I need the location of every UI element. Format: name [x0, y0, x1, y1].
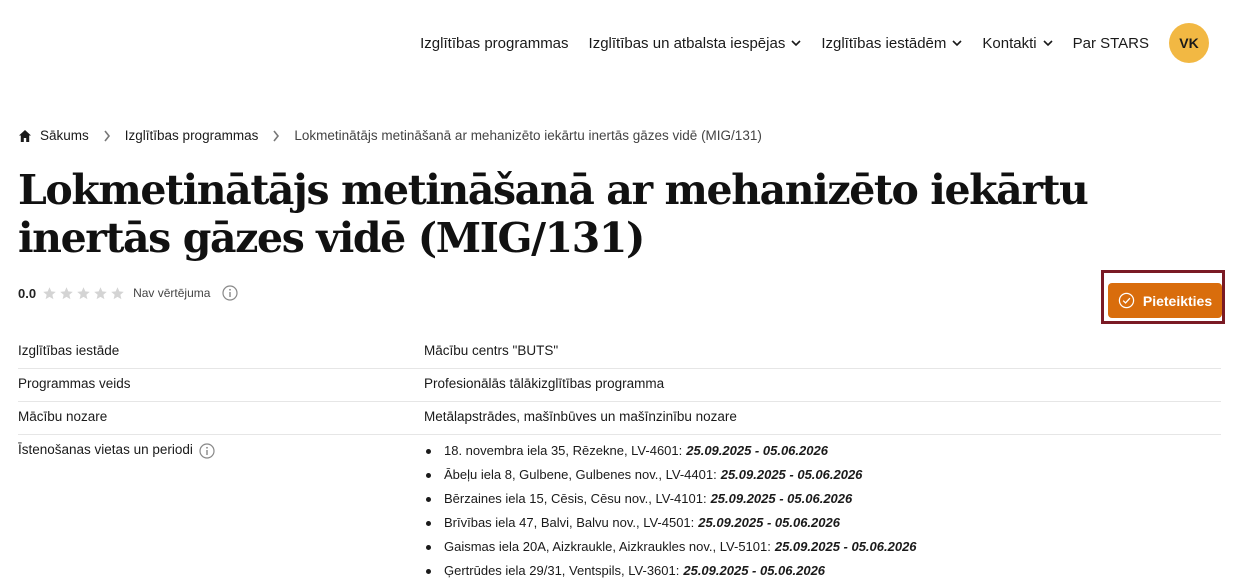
nav-label: Izglītības programmas — [420, 34, 569, 52]
place-address: Gaismas iela 20A, Aizkraukle, Aizkraukles nov., LV-5101: — [444, 539, 771, 554]
place-address: Brīvības iela 47, Balvi, Balvu nov., LV-4501: — [444, 515, 695, 530]
nav-about-stars[interactable] — [1073, 35, 1149, 52]
nav-label: Izglītības iestādēm — [821, 34, 947, 52]
place-address: 18. novembra iela 35, Rēzekne, LV-4601: — [444, 443, 683, 458]
details-row-institution — [18, 336, 1221, 369]
user-avatar[interactable]: VK — [1169, 23, 1209, 63]
details-label: Programmas veids — [18, 376, 131, 391]
place-address: Ģertrūdes iela 29/31, Ventspils, LV-3601: — [444, 563, 680, 578]
list-item — [424, 514, 917, 538]
details-label-places — [18, 435, 424, 586]
rating — [18, 285, 238, 301]
star-icon[interactable] — [93, 286, 108, 301]
nav-contacts[interactable] — [982, 35, 1052, 52]
place-period: 25.09.2025 - 05.06.2026 — [698, 515, 840, 530]
places-value — [424, 435, 917, 586]
place-period: 25.09.2025 - 05.06.2026 — [774, 539, 917, 554]
place-period: 25.09.2025 - 05.06.2026 — [683, 563, 826, 578]
info-icon[interactable] — [199, 443, 215, 459]
star-icon[interactable] — [110, 286, 125, 301]
nav-institutions[interactable] — [821, 35, 962, 52]
details-label: Izglītības iestāde — [18, 343, 120, 358]
main-nav — [420, 24, 1209, 62]
chevron-down-icon — [1043, 38, 1053, 48]
info-icon[interactable] — [222, 285, 238, 301]
nav-label: Kontakti — [982, 34, 1037, 52]
nav-education-programs[interactable] — [420, 35, 568, 52]
list-item — [424, 466, 917, 490]
apply-button[interactable] — [1108, 283, 1222, 318]
rating-label: Nav vērtējuma — [133, 286, 211, 300]
rating-stars[interactable] — [42, 286, 127, 301]
star-icon[interactable] — [59, 286, 74, 301]
breadcrumb-current: Lokmetinātājs metināšanā ar mehanizēto iekārtu inertās gāzes vidē (MIG/131) — [294, 128, 762, 143]
list-item — [424, 442, 917, 466]
page-title: Lokmetinātājs metināšanā ar mehanizēto iekārtu inertās gāzes vidē (MIG/131) — [18, 166, 1088, 262]
details-value: Profesionālās tālākizglītības programma — [424, 376, 665, 391]
rating-value: 0.0 — [18, 285, 37, 301]
check-circle-icon — [1118, 292, 1135, 309]
details-row-field — [18, 402, 1221, 435]
list-item — [424, 562, 917, 586]
nav-label: Izglītības un atbalsta iespējas — [588, 34, 786, 52]
places-label: Īstenošanas vietas un periodi — [18, 442, 193, 457]
chevron-down-icon — [952, 38, 962, 48]
place-period: 25.09.2025 - 05.06.2026 — [686, 443, 828, 458]
details-value: Metālapstrādes, mašīnbūves un mašīnzinību nozare — [424, 409, 737, 424]
breadcrumb-home[interactable]: Sākums — [40, 128, 89, 143]
breadcrumb — [18, 128, 762, 143]
places-list — [424, 442, 917, 586]
details-row-program-type — [18, 369, 1221, 402]
place-period: 25.09.2025 - 05.06.2026 — [720, 467, 863, 482]
place-address: Bērzaines iela 15, Cēsis, Cēsu nov., LV-4101: — [444, 491, 707, 506]
breadcrumb-section[interactable]: Izglītības programmas — [124, 128, 259, 143]
nav-label: Par STARS — [1072, 34, 1149, 52]
star-icon[interactable] — [76, 286, 91, 301]
home-icon — [18, 129, 32, 143]
nav-education-support[interactable] — [589, 35, 802, 52]
place-period: 25.09.2025 - 05.06.2026 — [710, 491, 853, 506]
place-address: Ābeļu iela 8, Gulbene, Gulbenes nov., LV-4401: — [444, 467, 717, 482]
details-row-places — [18, 435, 1221, 586]
star-icon[interactable] — [42, 286, 57, 301]
list-item — [424, 490, 917, 514]
chevron-right-icon — [103, 130, 111, 142]
details-label: Mācību nozare — [18, 409, 108, 424]
details-value: Mācību centrs "BUTS" — [424, 343, 559, 358]
chevron-down-icon — [791, 38, 801, 48]
apply-button-label: Pieteikties — [1142, 292, 1213, 309]
list-item — [424, 538, 917, 562]
program-details — [18, 336, 1221, 586]
chevron-right-icon — [272, 130, 280, 142]
